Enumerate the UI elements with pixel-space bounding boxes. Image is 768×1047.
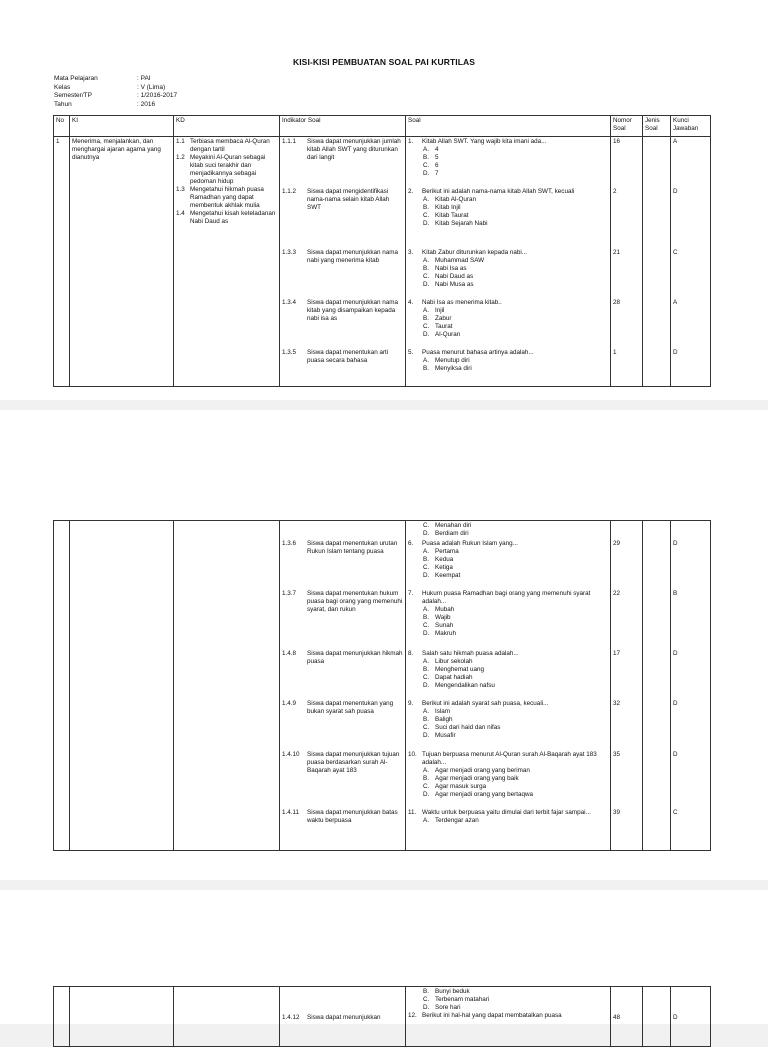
question-item: 10. Tujuan berpuasa menurut Al-Quran surah Al-Baqarah ayat 183 adalah... A. Agar menjadi orang yang beriman B. Agar menjadi orang yang baik C. Agar masuk surga D. Agar menjadi orang yang bertaqwa	[408, 751, 597, 798]
meta-label: Mata Pelajaran	[54, 75, 98, 82]
header-indikator: Indikator Soal	[280, 116, 406, 137]
indikator-item: 1.1.2 Siswa dapat mengidentifikasi nama-nama selain kitab Allah SWT	[282, 188, 390, 211]
jenis-cell	[643, 521, 671, 851]
jenis-cell	[643, 137, 671, 387]
meta-label: Kelas	[54, 83, 71, 91]
indikator-item: 1.4.10 Siswa dapat menunjukkan tujuan puasa berdasarkan surah Al-Baqarah ayat 183	[282, 751, 400, 774]
indikator-cell	[280, 987, 406, 1047]
indikator-item: 1.4.11 Siswa dapat menunjukkan batas waktu berpuasa	[282, 809, 398, 824]
header-kd: KD	[174, 116, 280, 137]
header-jenis: Jenis Soal	[643, 116, 671, 137]
header-kunci: Kunci Jawaban	[671, 116, 711, 137]
question-item: 12. Berikut ini hal-hal yang dapat membatalkan puasa	[408, 1012, 562, 1019]
header-row	[54, 116, 711, 137]
indikator-item: 1.3.3 Siswa dapat menunjukkan nama nabi yang menerima kitab	[282, 249, 399, 264]
question-item: 9. Berikut ini adalah syarat sah puasa, kecuali... A. Islam B. Baligh C. Suci dari haid dan nifas D. Musafir	[408, 700, 549, 739]
indikator-item: 1.4.8 Siswa dapat menunjukkan hikmah puasa	[282, 650, 403, 665]
meta-value: : V (Lima)	[137, 83, 166, 91]
meta-label: Semester/TP	[54, 92, 92, 100]
question-item: 11. Waktu untuk berpuasa yaitu dimulai dari terbit fajar sampai... A. Terdengar azan	[408, 809, 591, 824]
header-soal: Soal	[406, 116, 611, 137]
sheet-2	[0, 410, 768, 880]
jenis-cell	[643, 987, 671, 1047]
row-kd	[174, 137, 280, 387]
soal-cell	[406, 521, 611, 851]
meta-value: : 2016	[137, 100, 156, 108]
indikator-item: 1.1.1 Siswa dapat menunjukkan jumlah kitab Allah SWT yang diturunkan dari langit	[282, 138, 401, 161]
question-item: 8. Salah satu hikmah puasa adalah... A. Libur sekolah B. Menghemat uang C. Dapat hadiah D. Mengendalikan nafsu	[408, 650, 519, 689]
question-carry: C. Menahan diri D. Berdiam diri	[423, 522, 472, 537]
kd-item: 1.3 Mengetahui hikmah puasa Ramadhan yang dapat membentuk akhlak mulia	[176, 186, 264, 209]
indikator-cell	[280, 137, 406, 387]
meta-value: : PAI	[137, 75, 151, 82]
meta-label: Tahun	[54, 100, 72, 108]
meta-row	[54, 75, 177, 84]
row-ki: Menerima, menjalankan, dan menghargai ajaran agama yang dianutnya	[70, 137, 174, 387]
table-row	[54, 521, 711, 851]
question-item: 3. Kitab Zabur diturunkan kepada nabi... A. Muhammad SAW B. Nabi Isa as C. Nabi Daud as D. Nabi Musa as	[408, 249, 528, 288]
grid-table-1	[53, 115, 711, 387]
question-item: 1. Kitab Allah SWT. Yang wajib kita imani ada... A. 4 B. 5 C. 6 D. 7	[408, 138, 547, 177]
indikator-item: 1.3.4 Siswa dapat menunjukkan nama kitab yang disampaikan kepada nabi isa as	[282, 299, 399, 322]
row-no: 1	[54, 137, 70, 387]
question-item: 6. Puasa adalah Rukun Islam yang... A. Pertama B. Kedua C. Ketiga D. Keempat	[408, 540, 518, 579]
header-ki: KI	[70, 116, 174, 137]
sheet-1	[0, 0, 768, 400]
nomor-cell: 16 2 21 28 1	[611, 137, 643, 387]
indikator-item: 1.4.9 Siswa dapat menentukan yang bukan syarat sah puasa	[282, 700, 394, 715]
kd-item: 1.1 Terbiasa membaca Al-Quran dengan tartil	[176, 138, 270, 153]
indikator-item: 1.3.7 Siswa dapat menentukan hukum puasa bagi orang yang memenuhi syarat, dan rukun	[282, 590, 403, 613]
nomor-cell: 29 22 17 32 35 39	[611, 521, 643, 851]
indikator-item: 1.3.5 Siswa dapat menentukan arti puasa secara bahasa	[282, 349, 389, 364]
kunci-cell: D B D D D C	[671, 521, 711, 851]
meta-row	[54, 92, 177, 101]
header-no: No	[54, 116, 70, 137]
header-nomor: Nomor Soal	[611, 116, 643, 137]
question-item: 5. Puasa menurut bahasa artinya adalah... A. Menutup diri B. Menyiksa diri	[408, 349, 534, 372]
table-row	[54, 137, 711, 387]
question-item: 2. Berikut ini adalah nama-nama kitab Allah SWT, kecuali A. Kitab Al-Quran B. Kitab Injil C. Kitab Taurat D. Kitab Sejarah Nabi	[408, 188, 575, 227]
kd-item: 1.4 Mengetahui kisah keteladanan Nabi Daud as	[176, 210, 276, 225]
nomor-cell: 48	[611, 987, 643, 1047]
meta-block	[54, 75, 177, 109]
kd-item: 1.2 Meyakini Al-Quran sebagai kitab suci terakhir dan menjadikannya sebagai pedoman hidup	[176, 154, 266, 185]
soal-cell	[406, 137, 611, 387]
kunci-cell: A D C A D	[671, 137, 711, 387]
meta-row	[54, 101, 177, 110]
meta-row	[54, 84, 177, 93]
grid-table-2	[53, 520, 711, 851]
indikator-item: 1.4.12 Siswa dapat menunjukkan	[282, 1014, 381, 1021]
table-row	[54, 987, 711, 1047]
indikator-item: 1.3.6 Siswa dapat menentukan urutan Rukun Islam tentang puasa	[282, 540, 398, 555]
indikator-cell	[280, 521, 406, 851]
question-item: 7. Hukum puasa Ramadhan bagi orang yang memenuhi syarat adalah... A. Mubah B. Wajib C. Sunah D. Makruh	[408, 590, 591, 637]
sheet-3	[0, 890, 768, 1024]
question-item: 4. Nabi Isa as menerima kitab.. A. Injil B. Zabur C. Taurat D. Al-Quran	[408, 299, 502, 338]
soal-cell: B. Bunyi beduk C. Terbenam matahari D. Sore hari 12. Berikut ini hal-hal yang dapat membatalkan puasa	[406, 987, 611, 1047]
meta-value: : 1/2016-2017	[137, 92, 178, 100]
kunci-cell: D	[671, 987, 711, 1047]
document-title: KISI-KISI PEMBUATAN SOAL PAI KURTILAS	[292, 57, 476, 67]
grid-table-3	[53, 986, 711, 1047]
